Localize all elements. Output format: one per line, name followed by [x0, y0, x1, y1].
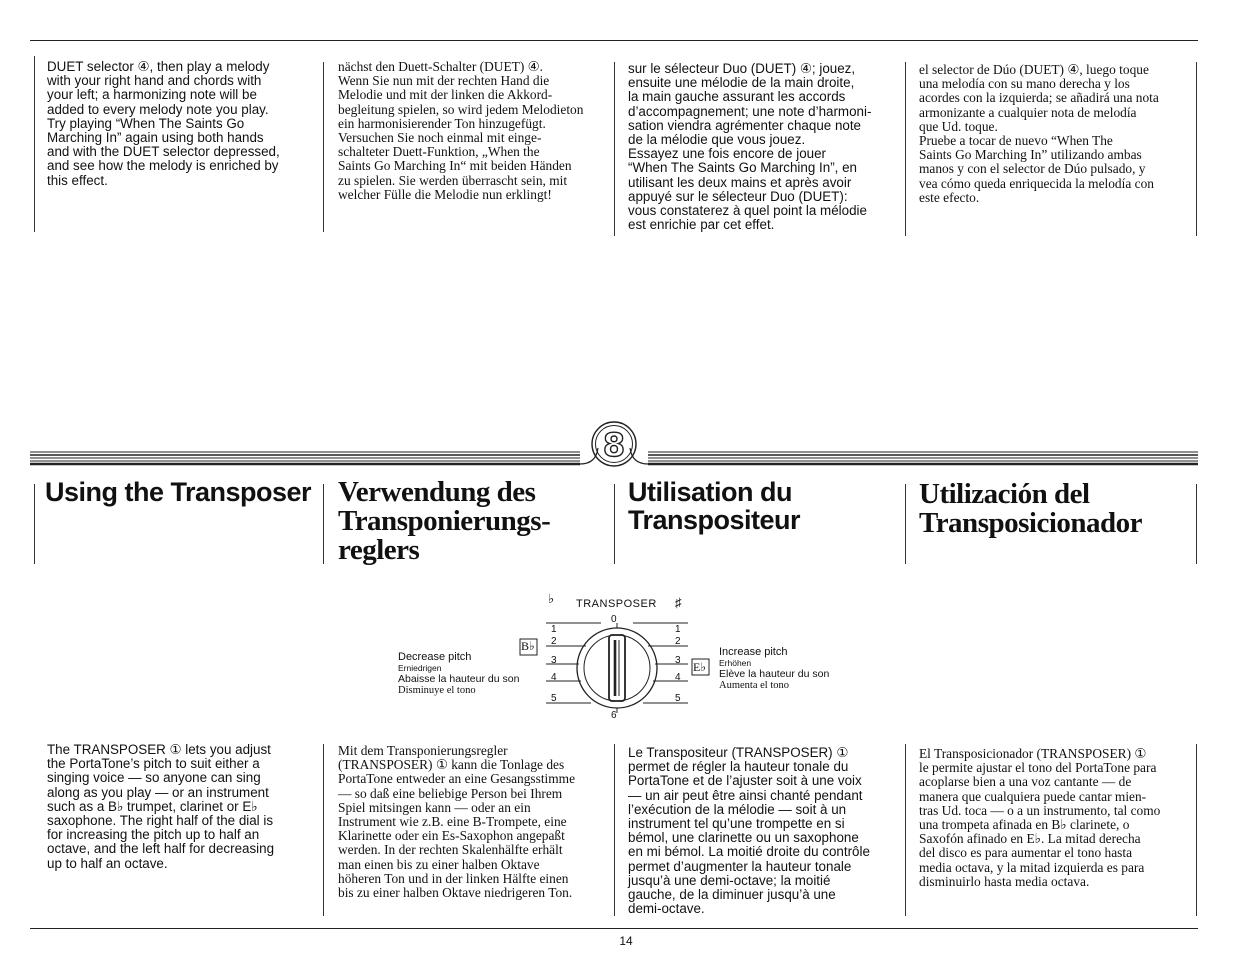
column-divider — [905, 484, 906, 564]
column-divider — [905, 744, 906, 916]
top-rule — [30, 40, 1198, 41]
column-divider — [905, 62, 906, 236]
increase-pitch-es: Aumenta el tono — [719, 680, 789, 691]
column-divider — [1196, 744, 1197, 916]
top-text-german: nächst den Duett-Schalter (DUET) ④. Wenn Sie nun mit der rechten Hand die Melodie und mit der linken die Akkord- begleitung spielen, so wird jedem Melodieton ein harmonisierender Ton hinzugefügt. Versuchen Sie noch einmal mit einge- schalteter Duett-Funktion, „When the Saints Go Marching In“ mit beiden Händen zu spielen. Sie werden überrascht sein, mit welcher Fülle die Melodie nun erklingt! — [338, 59, 584, 202]
dial-number-left: 4 — [551, 672, 557, 683]
dial-number-left: 2 — [551, 636, 557, 647]
top-text-english: DUET selector ④, then play a melody with your right hand and chords with your left; a harmonizing note will be added to every melody note you play. Try playing “When The Saints Go Marching In” again using both hands and with the DUET selector depressed, and see how the melody is enriched by this effect. — [47, 59, 280, 188]
heading-german: Verwendung des Transponierungs- reglers — [338, 476, 551, 566]
dial-number-right: 1 — [675, 624, 681, 635]
decrease-pitch-es: Disminuye el tono — [398, 685, 476, 696]
column-divider — [34, 56, 35, 232]
section-number: 8 — [602, 426, 626, 464]
flat-mark: ♭ — [548, 591, 555, 606]
section-band — [30, 418, 1198, 472]
column-divider — [323, 62, 324, 232]
dial-number-top: 0 — [611, 614, 617, 625]
decrease-pitch-de: Erniedrigen — [398, 663, 442, 673]
transposer-diagram — [396, 591, 856, 722]
dial-number-right: 3 — [675, 655, 681, 666]
heading-english: Using the Transposer — [45, 477, 312, 507]
dial-number-left: 5 — [551, 693, 557, 704]
increase-pitch-de: Erhöhen — [719, 658, 752, 668]
dial-number-right: 4 — [675, 672, 681, 683]
column-divider — [323, 744, 324, 916]
column-divider — [34, 484, 35, 564]
decrease-pitch-en: Decrease pitch — [398, 651, 472, 663]
e-flat-label: E♭ — [693, 660, 706, 674]
column-divider — [614, 484, 615, 564]
heading-french: Utilisation du Transpositeur — [628, 477, 801, 535]
bottom-text-english: The TRANSPOSER ① lets you adjust the PortaTone’s pitch to suit either a singing voice — so anyone can sing along as you play — or an instrument such as a B♭ trumpet, clarinet or E♭ saxophone. The right half of the dial is for increasing the pitch up to half an octave, and the left half for decreasing up to half an octave. — [47, 742, 275, 871]
dial-number-left: 3 — [551, 655, 557, 666]
column-divider — [323, 484, 324, 564]
top-text-french: sur le sélecteur Duo (DUET) ④; jouez, ensuite une mélodie de la main droite, la main gauche assurant les accords d’accompagnement; une note d’harmoni- sation viendra agrémenter chaque note de la mélodie que vous jouez. Essayez une fois encore de jouer “When The Saints Go Marching In”, en utilisant les deux mains et après avoir appuyé sur le sélecteur Duo (DUET): vous constaterez à quel point la mélodie est enrichie par cet effet. — [628, 61, 872, 233]
increase-pitch-en: Increase pitch — [719, 646, 788, 658]
column-divider — [1196, 484, 1197, 564]
dial-number-right: 2 — [675, 636, 681, 647]
bottom-text-german: Mit dem Transponierungsregler (TRANSPOSER) ① kann die Tonlage des PortaTone entweder an eine Gesangsstimme — so daß eine beliebige Person bei Ihrem Spiel mitsingen kann — oder an ein Instrument wie z.B. eine B-Trompete, eine Klarinette oder ein Es-Saxophon angepaßt werden. In der rechten Skalenhälfte erhält man einen bis zu einer halben Oktave höheren Ton und in der linken Hälfte einen bis zu einer halben Oktave niedrigeren Ton. — [338, 743, 576, 901]
heading-spanish: Utilización del Transposicionador — [919, 478, 1143, 539]
bottom-rule — [30, 928, 1198, 929]
dial-title: TRANSPOSER — [576, 598, 657, 610]
bottom-text-french: Le Transpositeur (TRANSPOSER) ① permet de régler la hauteur tonale du PortaTone et de l’ajuster soit à une voix — un air peut être ainsi chanté pendant l’exécution de la mélodie — soit à un instrument tel qu’une trompette en si bémol, une clarinette ou un saxophone en mi bémol. La moitié droite du contrôle permet d’augmenter la hauteur tonale jusqu’à une demi-octave; la moitié gauche, de la diminuer jusqu’à une demi-octave. — [628, 745, 870, 917]
increase-pitch-fr: Elève la hauteur du son — [719, 668, 830, 680]
dial-number-bottom: 6 — [611, 710, 617, 721]
bottom-text-spanish: El Transposicionador (TRANSPOSER) ① le permite ajustar el tono del PortaTone para acoplarse bien a una voz cantante — de manera que cualquiera puede cantar mien- tras Ud. toca — o a un instrumento, tal como una trompeta afinada en B♭ clarinete, o Saxofón afinado en E♭. La mitad derecha del disco es para aumentar el tono hasta media octava, y la mitad izquierda es para disminuirlo hasta media octava. — [919, 746, 1161, 889]
dial-number-right: 5 — [675, 693, 681, 704]
decrease-pitch-fr: Abaisse la hauteur du son — [398, 673, 520, 685]
top-text-spanish: el selector de Dúo (DUET) ④, luego toque una melodía con su mano derecha y los acordes con la izquierda; se añadirá una nota armonizante a cualquier nota de melodía que Ud. toque. Pruebe a tocar de nuevo “When The Saints Go Marching In” utilizando ambas manos y con el selector de Dúo pulsado, y vea cómo queda enriquecida la melodía con este efecto. — [919, 62, 1159, 205]
page-number: 14 — [619, 934, 633, 948]
b-flat-label: B♭ — [521, 639, 535, 653]
column-divider — [614, 744, 615, 916]
column-divider — [1196, 62, 1197, 236]
dial-number-left: 1 — [551, 624, 557, 635]
sharp-mark: ♯ — [675, 595, 682, 610]
column-divider — [614, 62, 615, 236]
transposer-dial[interactable] — [577, 628, 657, 708]
